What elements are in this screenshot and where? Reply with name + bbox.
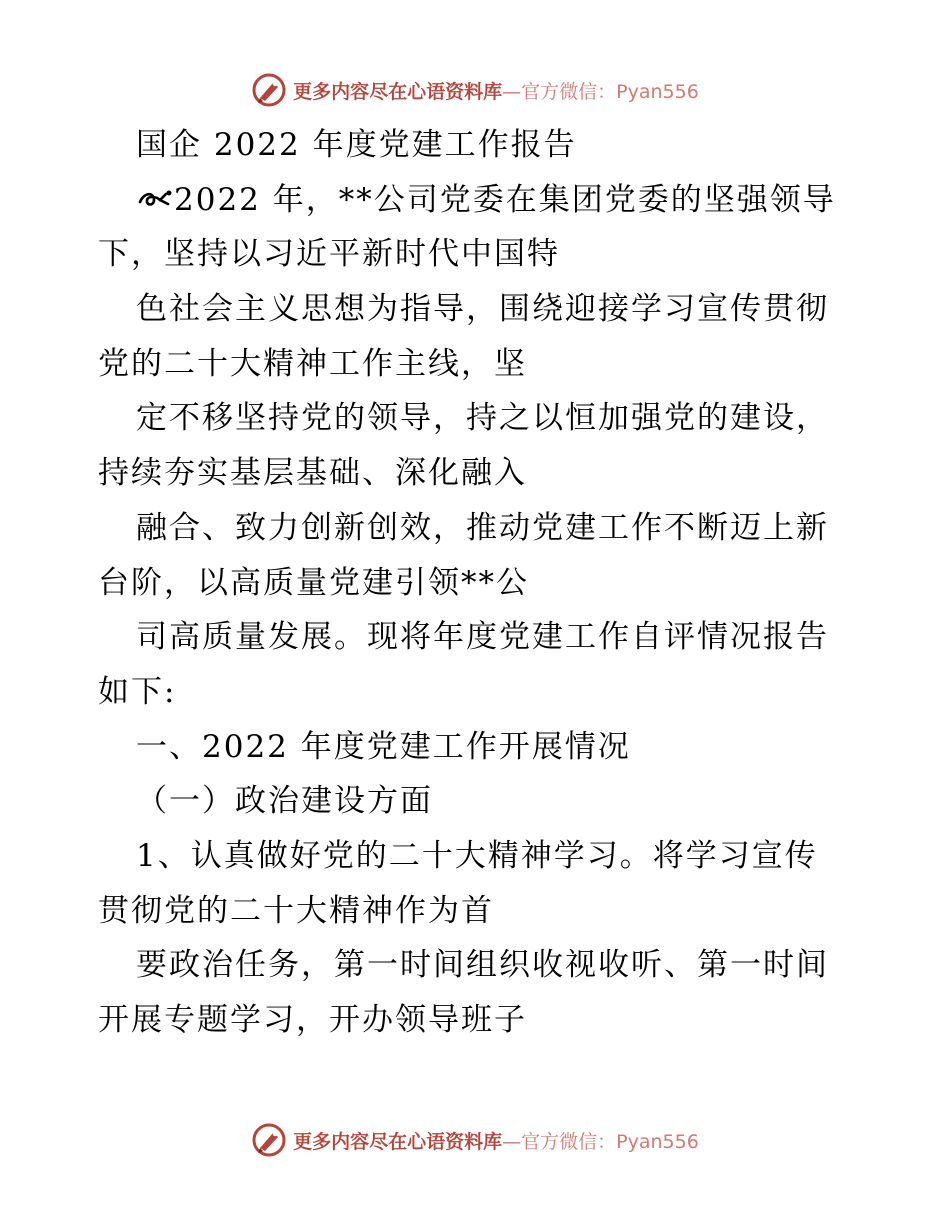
footer-watermark	[0, 1120, 950, 1160]
paragraph-line: 如下:	[98, 673, 177, 710]
paragraph-line: 贯彻党的二十大精神作为首	[98, 892, 494, 929]
header-watermark	[0, 70, 950, 110]
paragraph-line: 1、认真做好党的二十大精神学习。将学习宣传	[136, 837, 818, 874]
document-body	[98, 118, 858, 1048]
subsection-heading: （一）政治建设方面	[136, 783, 433, 820]
paragraph-line: 色社会主义思想为指导，围绕迎接学习宣传贯彻	[136, 291, 829, 328]
paragraph-line: 2022 年，**公司党委在集团党委的坚强领导	[98, 173, 858, 228]
pen-logo-icon	[251, 1122, 287, 1158]
paragraph-line: 定不移坚持党的领导，持之以恒加强党的建设，	[136, 400, 829, 437]
document-title: 国企 2022 年度党建工作报告	[136, 127, 577, 163]
watermark-text: 更多内容尽在心语资料库—官方微信：Pyan556	[293, 80, 699, 103]
paragraph-line: 台阶，以高质量党建引领**公	[98, 564, 529, 601]
watermark-text: 更多内容尽在心语资料库—官方微信：Pyan556	[293, 1130, 699, 1153]
decorative-swirl-icon	[136, 184, 174, 214]
paragraph-line: 党的二十大精神工作主线，坚	[98, 345, 527, 382]
paragraph-line: 下，坚持以习近平新时代中国特	[98, 236, 560, 273]
paragraph-line: 要政治任务，第一时间组织收视收听、第一时间	[136, 947, 829, 984]
pen-logo-icon	[251, 72, 287, 108]
paragraph-line: 融合、致力创新创效，推动党建工作不断迈上新	[136, 509, 829, 546]
paragraph-line: 持续夯实基层基础、深化融入	[98, 455, 527, 492]
section-heading: 一、2022 年度党建工作开展情况	[136, 728, 631, 765]
paragraph-line: 司高质量发展。现将年度党建工作自评情况报告	[136, 619, 829, 656]
paragraph-line: 开展专题学习，开办领导班子	[98, 1002, 527, 1038]
